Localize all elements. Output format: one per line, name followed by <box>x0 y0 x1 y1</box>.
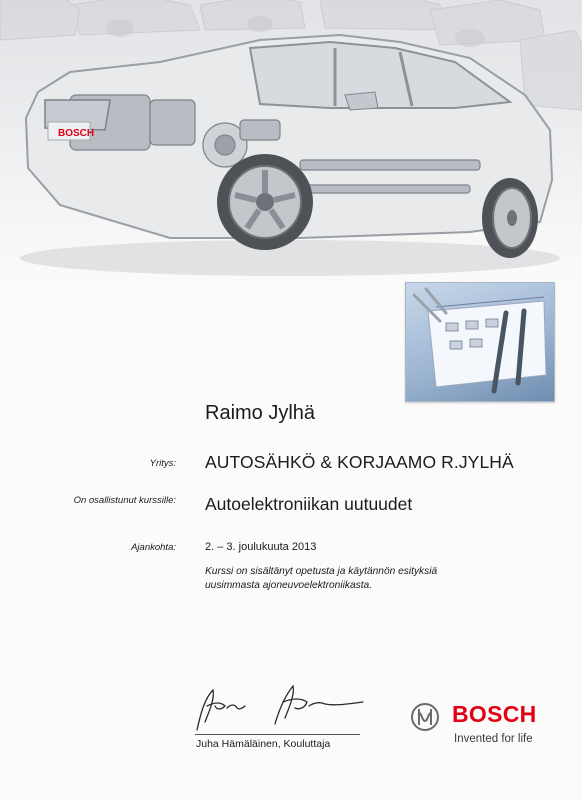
course-date: 2. – 3. joulukuuta 2013 <box>205 541 317 553</box>
handwritten-signature <box>175 672 375 734</box>
company-label: Yritys: <box>149 458 176 469</box>
recipient-name: Raimo Jylhä <box>205 402 316 424</box>
bosch-tagline: Invented for life <box>454 733 533 745</box>
description-line-2: uusimmasta ajoneuvoelektroniikasta. <box>205 579 373 591</box>
course-name: Autoelektroniikan uutuudet <box>205 494 413 514</box>
bosch-logo-text: BOSCH <box>452 701 537 727</box>
company-name: AUTOSÄHKÖ & KORJAAMO R.JYLHÄ <box>205 452 514 472</box>
rear-wheel <box>482 178 538 258</box>
front-wheel <box>217 154 313 250</box>
description-line-1: Kurssi on sisältänyt opetusta ja käytännön esityksiä <box>205 566 438 577</box>
injector-photo <box>405 282 555 402</box>
car-badge-text: BOSCH <box>58 128 95 139</box>
course-description <box>205 565 505 592</box>
course-label: On osallistunut kurssille: <box>73 495 176 506</box>
signature-line <box>195 734 360 735</box>
signer-name: Juha Hämäläinen, Kouluttaja <box>196 738 331 750</box>
date-label: Ajankohta: <box>131 542 176 553</box>
bosch-armature-icon <box>410 702 440 732</box>
hero-car-illustration <box>0 0 582 285</box>
